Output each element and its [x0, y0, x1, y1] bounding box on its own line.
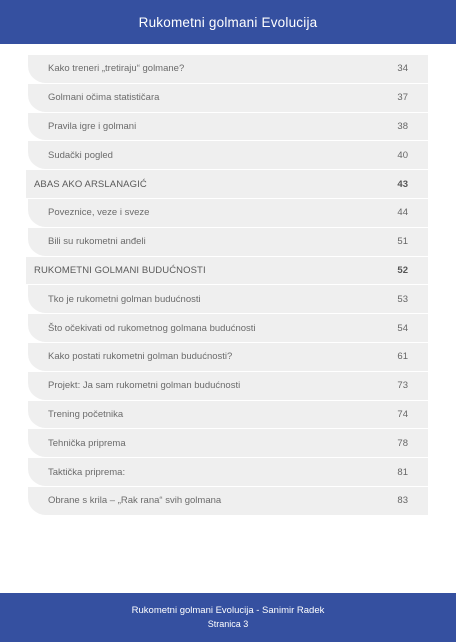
toc-entry-row[interactable] — [28, 372, 428, 401]
toc-page-number: 38 — [397, 120, 408, 132]
toc-entry-row[interactable] — [28, 199, 428, 228]
toc-label: Pravila igre i golmani — [48, 120, 137, 132]
toc-page-number: 51 — [397, 236, 408, 248]
toc-label: RUKOMETNI GOLMANI BUDUĆNOSTI — [34, 264, 206, 276]
toc-label: Obrane s krila – „Rak rana“ svih golmana — [48, 495, 222, 507]
toc-label: Taktička priprema: — [48, 466, 126, 478]
toc-label: Tko je rukometni golman budućnosti — [48, 293, 201, 305]
table-of-contents — [28, 55, 428, 516]
toc-label: Projekt: Ja sam rukometni golman budućnosti — [48, 380, 241, 392]
toc-label: Tehnička priprema — [48, 437, 126, 449]
page-footer — [0, 593, 456, 642]
toc-page-number: 73 — [397, 380, 408, 392]
toc-label: Bili su rukometni anđeli — [48, 236, 146, 248]
toc-entry-row[interactable] — [28, 343, 428, 372]
toc-page-number: 52 — [397, 264, 408, 276]
toc-label: Golmani očima statističara — [48, 92, 160, 104]
toc-label: Kako postati rukometni golman budućnosti? — [48, 351, 233, 363]
toc-page-number: 44 — [397, 207, 408, 219]
toc-page-number: 37 — [397, 92, 408, 104]
footer-page-number: Stranica 3 — [207, 619, 249, 629]
toc-page-number: 74 — [397, 408, 408, 420]
toc-page-number: 78 — [397, 437, 408, 449]
toc-page-number: 61 — [397, 351, 408, 363]
toc-label: ABAS AKO ARSLANAGIĆ — [34, 178, 147, 190]
toc-entry-row[interactable] — [28, 314, 428, 343]
toc-entry-row[interactable] — [28, 458, 428, 487]
toc-page-number: 34 — [397, 63, 408, 75]
toc-entry-row[interactable] — [28, 55, 428, 84]
toc-chapter-row[interactable] — [26, 170, 428, 199]
toc-label: Što očekivati od rukometnog golmana budućnosti — [48, 322, 256, 334]
toc-page-number: 81 — [397, 466, 408, 478]
page-header — [0, 0, 456, 44]
page-title: Rukometni golmani Evolucija — [138, 14, 318, 30]
toc-entry-row[interactable] — [28, 141, 428, 170]
toc-label: Sudački pogled — [48, 149, 113, 161]
toc-page-number: 40 — [397, 149, 408, 161]
toc-page-number: 43 — [397, 178, 408, 190]
toc-entry-row[interactable] — [28, 228, 428, 257]
toc-entry-row[interactable] — [28, 113, 428, 142]
toc-entry-row[interactable] — [28, 285, 428, 314]
toc-chapter-row[interactable] — [26, 257, 428, 286]
toc-page-number: 53 — [397, 293, 408, 305]
toc-label: Poveznice, veze i sveze — [48, 207, 150, 219]
toc-label: Trening početnika — [48, 408, 124, 420]
toc-entry-row[interactable] — [28, 487, 428, 516]
footer-book-title: Rukometni golmani Evolucija - Sanimir Radek — [131, 605, 325, 616]
toc-page-number: 83 — [397, 495, 408, 507]
toc-page-number: 54 — [397, 322, 408, 334]
toc-entry-row[interactable] — [28, 84, 428, 113]
toc-label: Kako treneri „tretiraju“ golmane? — [48, 63, 185, 75]
toc-entry-row[interactable] — [28, 401, 428, 430]
toc-entry-row[interactable] — [28, 429, 428, 458]
